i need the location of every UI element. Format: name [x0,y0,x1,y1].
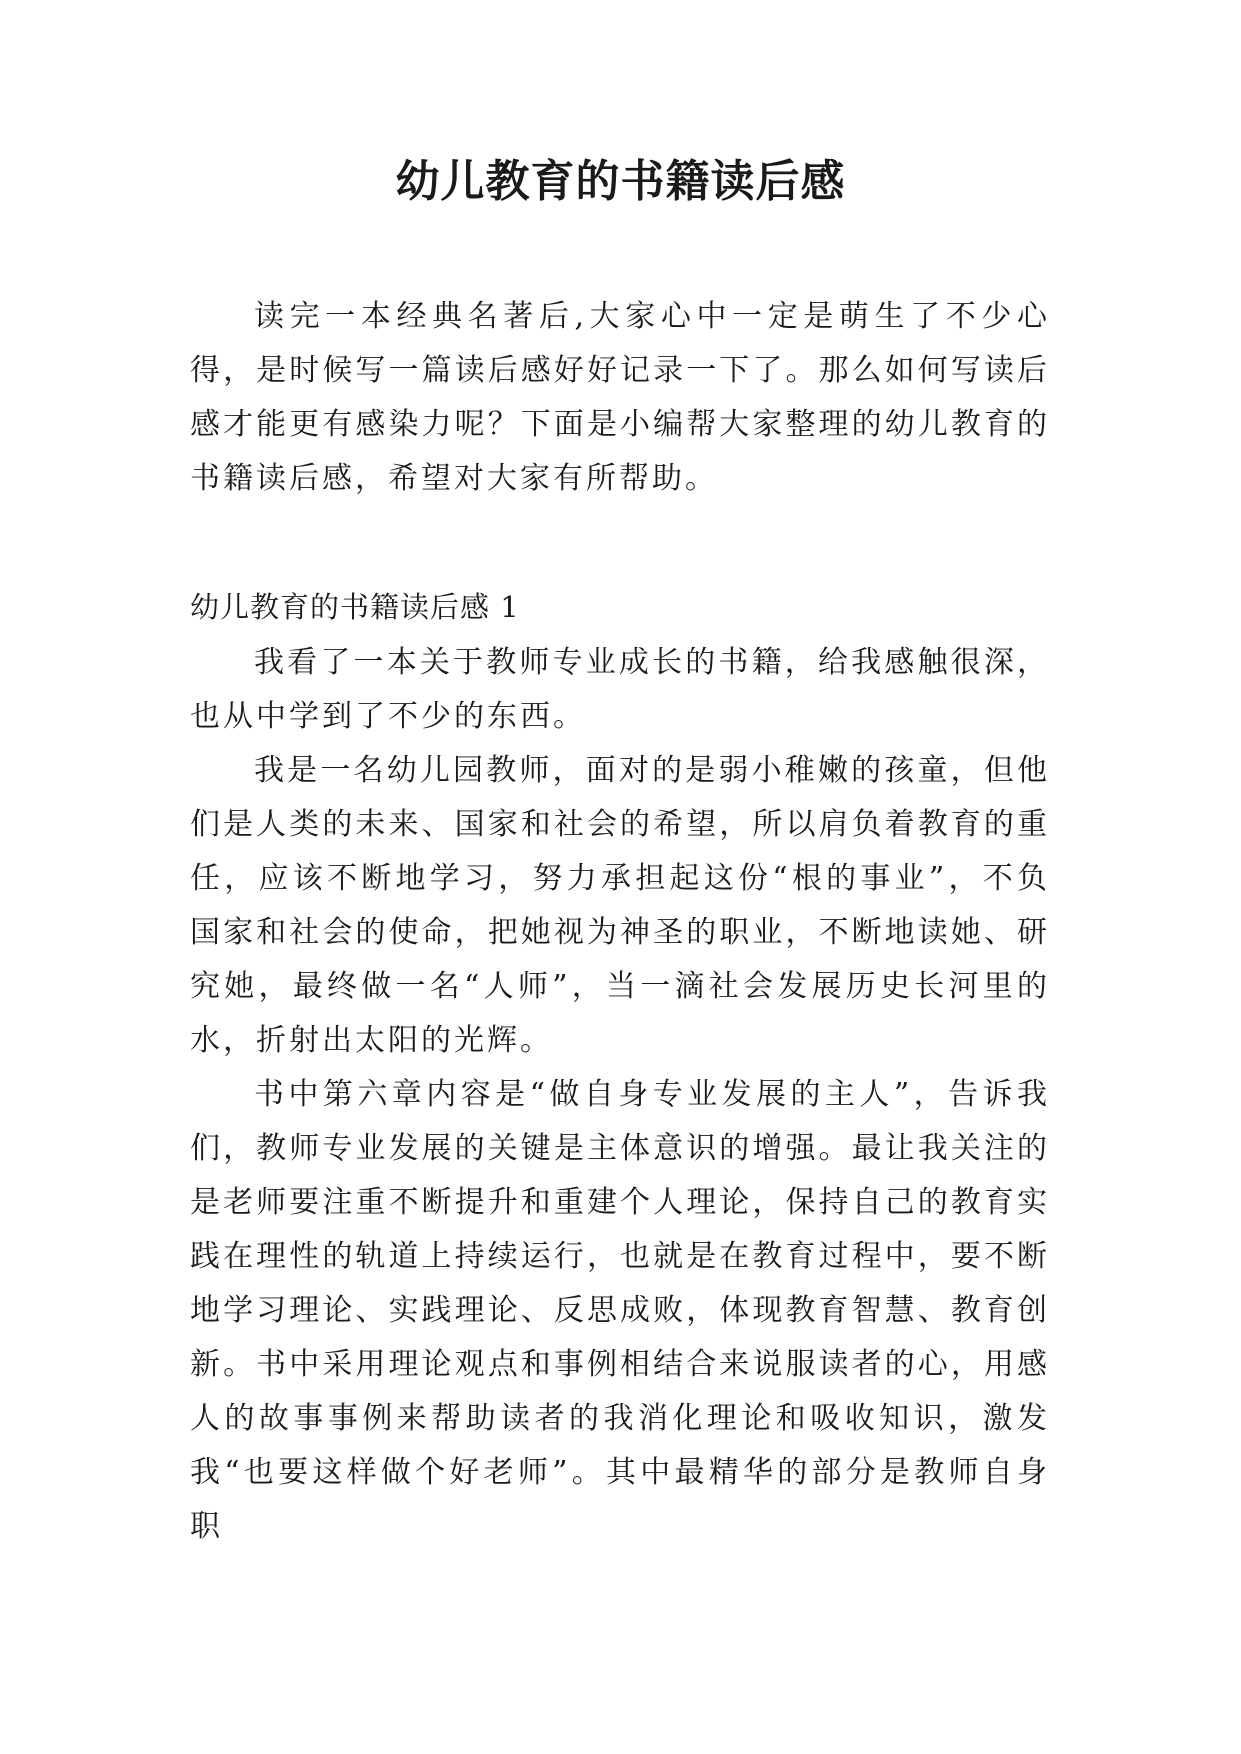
body-paragraph-2: 我是一名幼儿园教师，面对的是弱小稚嫩的孩童，但他们是人类的未来、国家和社会的希望，所以肩负着教育的重任，应该不断地学习，努力承担起这份“根的事业”，不负国家和社会的使命，把她视为神圣的职业，不断地读她、研究她，最终做一名“人师”，当一滴社会发展历史长河里的水，折射出太阳的光辉。 [190,753,1050,1058]
body-paragraph-1: 我看了一本关于教师专业成长的书籍，给我感触很深，也从中学到了不少的东西。 [190,645,1050,734]
section-1 [190,580,1050,1554]
body-paragraph-3: 书中第六章内容是“做自身专业发展的主人”，告诉我们，教师专业发展的关键是主体意识的增强。最让我关注的是老师要注重不断提升和重建个人理论，保持自己的教育实践在理性的轨道上持续运行，也就是在教育过程中，要不断地学习理论、实践理论、反思成败，体现教育智慧、教育创新。书中采用理论观点和事例相结合来说服读者的心，用感人的故事事例来帮助读者的我消化理论和吸收知识，激发我“也要这样做个好老师”。其中最精华的部分是教师自身职 [190,1077,1050,1544]
section-heading: 幼儿教育的书籍读后感 1 [190,590,520,624]
intro-paragraph: 读完一本经典名著后,大家心中一定是萌生了不少心得，是时候写一篇读后感好好记录一下了。那么如何写读后感才能更有感染力呢？下面是小编帮大家整理的幼儿教育的书籍读后感，希望对大家有所帮助。 [190,299,1050,496]
document-title: 幼儿教育的书籍读后感 [395,156,846,207]
intro-block [190,290,1050,506]
